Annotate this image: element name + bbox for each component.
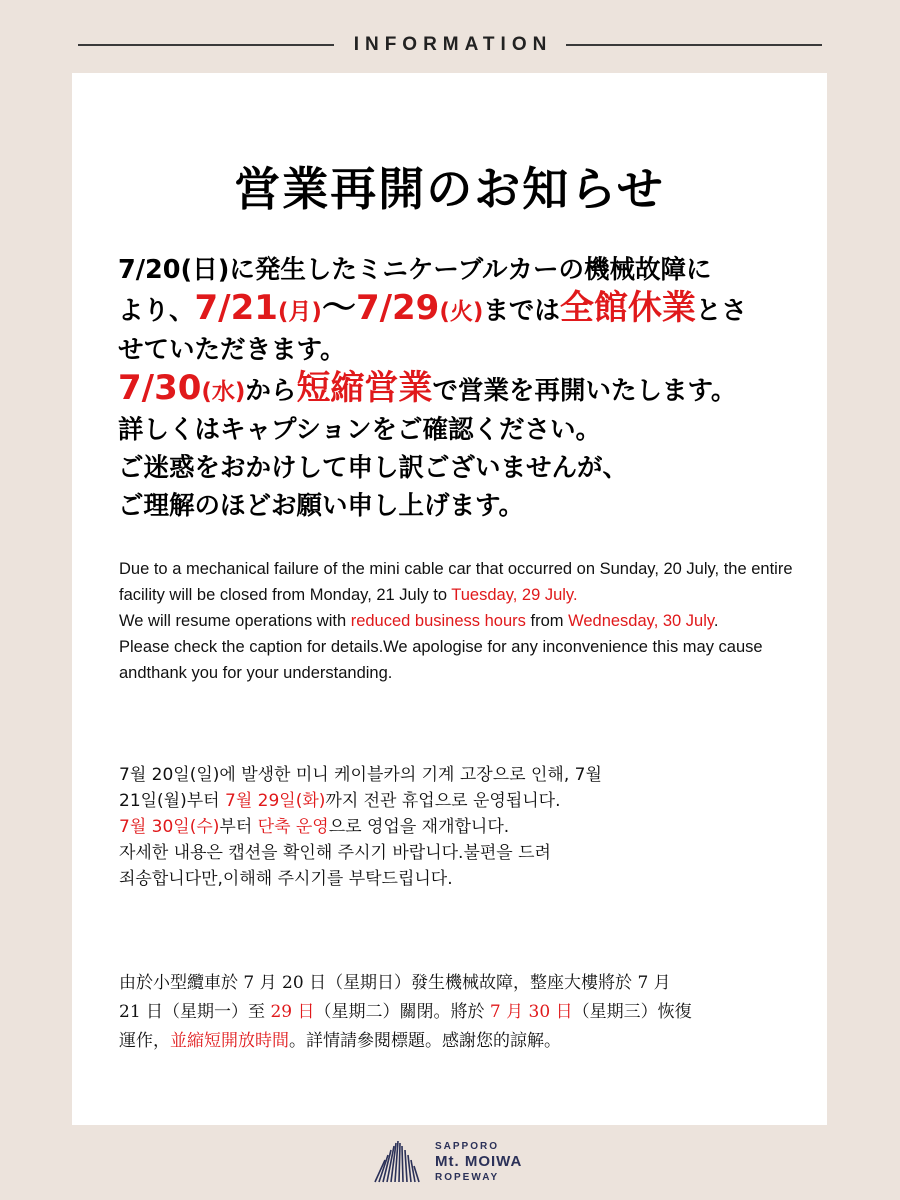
zh-line-3: 運作，並縮短開放時間。詳情請參閱標題。感謝您的諒解。 — [119, 1031, 561, 1051]
jp-line-3: せていただきます。 — [118, 335, 346, 365]
jp-line-5: 詳しくはキャプションをご確認ください。 — [118, 415, 601, 445]
ko-line-4: 자세한 내용은 캡션을 확인해 주시기 바랍니다.불편을 드려 — [119, 843, 551, 863]
en-paragraph-3: Please check the caption for details.We apologise for any inconvenience this may cause andthank you for your understanding. — [119, 638, 763, 682]
ko-line-2: 21일(월)부터 7월 29일(화)까지 전관 휴업으로 운영됩니다. — [119, 791, 561, 811]
en-paragraph-1: Due to a mechanical failure of the mini cable car that occurred on Sunday, 20 July, the entire facility will be closed from Monday, 21 July to Tuesday, 29 July. — [119, 560, 793, 604]
header-rule-left — [78, 44, 334, 46]
logo-line-sapporo: SAPPORO — [435, 1141, 500, 1152]
header-rule-right — [566, 44, 822, 46]
jp-line-7: ご理解のほどお願い申し上げます。 — [118, 491, 524, 521]
korean-notice — [119, 762, 799, 892]
english-notice — [119, 556, 799, 686]
jp-line-2: より、7/21(月)〜7/29(火)までは全館休業とさ — [118, 288, 747, 328]
jp-line-1: 7/20(日)に発生したミニケーブルカーの機械故障に — [118, 255, 712, 285]
notice-headline: 営業再開のお知らせ — [234, 162, 665, 216]
mt-moiwa-ropeway-logo — [373, 1134, 522, 1190]
chinese-notice — [119, 969, 799, 1056]
ko-line-5: 죄송합니다만,이해해 주시기를 부탁드립니다. — [119, 869, 453, 889]
logo-line-ropeway: ROPEWAY — [435, 1172, 500, 1183]
information-header — [78, 28, 822, 62]
ko-line-3: 7월 30일(수)부터 단축 운영으로 영업을 재개합니다. — [119, 817, 510, 837]
notice-card — [72, 73, 827, 1125]
japanese-notice — [118, 251, 808, 525]
logo-wordmark — [435, 1140, 522, 1184]
ropeway-mountain-icon — [373, 1140, 423, 1184]
logo-line-mt-moiwa: Mt. MOIWA — [435, 1153, 523, 1170]
zh-line-1: 由於小型纜車於 7 月 20 日（星期日）發生機械故障，整座大樓將於 7 月 — [119, 973, 671, 993]
header-title: INFORMATION — [353, 34, 553, 55]
zh-line-2: 21 日（星期一）至 29 日（星期二）關閉。將於 7 月 30 日（星期三）恢復 — [119, 1002, 692, 1022]
jp-line-4: 7/30(水)から短縮営業で営業を再開いたします。 — [118, 368, 737, 408]
ko-line-1: 7월 20일(일)에 발생한 미니 케이블카의 기계 고장으로 인해, 7월 — [119, 765, 602, 785]
en-paragraph-2: We will resume operations with reduced business hours from Wednesday, 30 July. — [119, 612, 719, 630]
jp-line-6: ご迷惑をおかけして申し訳ございませんが、 — [118, 453, 629, 483]
